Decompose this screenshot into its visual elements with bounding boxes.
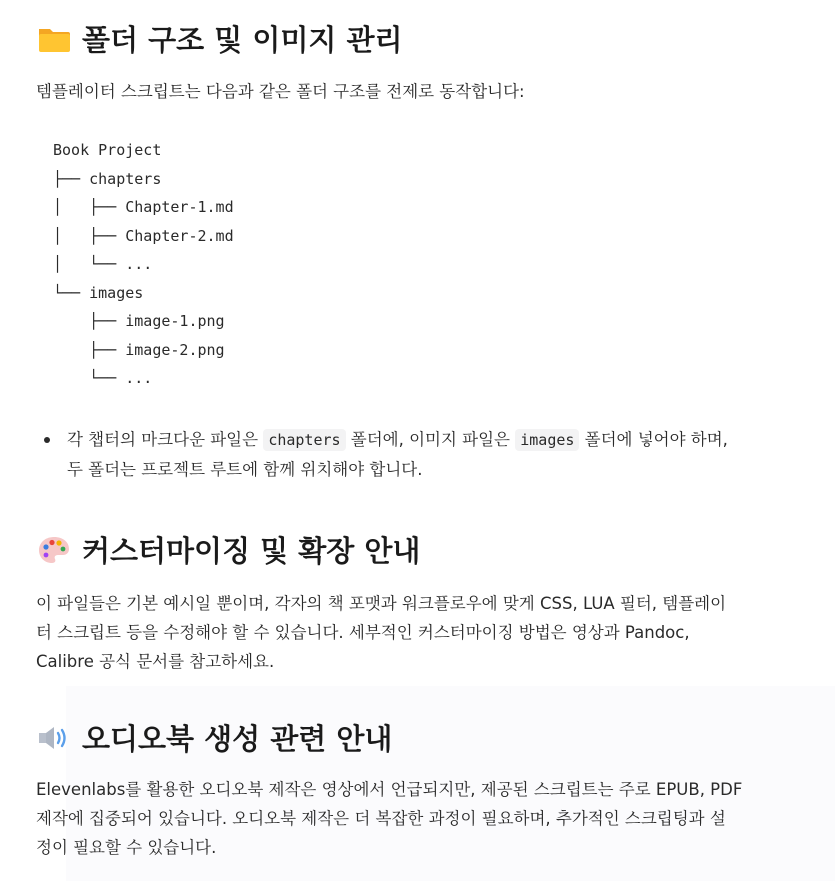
- tree-line: │ └── ...: [53, 255, 153, 273]
- section-title-audio: 오디오북 생성 관련 안내: [82, 722, 393, 756]
- tree-line: │ ├── Chapter-2.md: [53, 226, 234, 245]
- tree-line: └── images: [53, 283, 144, 302]
- folder-bullet-list: [36, 425, 796, 484]
- palette-icon: [36, 534, 72, 566]
- tree-line: ├── chapters: [53, 169, 162, 188]
- section-heading-custom: [36, 531, 420, 571]
- list-item: 각 챕터의 마크다운 파일은 chapters 폴더에, 이미지 파일은 images 폴더에 넣어야 하며, 두 폴더는 프로젝트 루트에 함께 위치해야 합니다.: [36, 425, 796, 484]
- inline-code-images: images: [515, 429, 579, 451]
- tree-line: │ ├── Chapter-1.md: [53, 198, 234, 216]
- tree-line: Book Project: [53, 141, 162, 159]
- tree-line: └── ...: [53, 369, 153, 387]
- section-heading-folder: [36, 20, 403, 60]
- section-heading-audio: [36, 719, 392, 759]
- folder-intro: 템플레이터 스크립트는 다음과 같은 폴더 구조를 전제로 동작합니다:: [36, 82, 525, 101]
- speaker-icon: [36, 722, 72, 754]
- folder-icon: [36, 23, 72, 55]
- folder-tree: [53, 136, 234, 393]
- tree-line: ├── image-2.png: [53, 340, 225, 359]
- bullet-dot: [44, 437, 50, 443]
- inline-code-chapters: chapters: [263, 429, 345, 451]
- tree-line: ├── image-1.png: [53, 312, 225, 330]
- section-title-folder: 폴더 구조 및 이미지 관리: [82, 23, 403, 57]
- section-title-custom: 커스터마이징 및 확장 안내: [82, 534, 421, 568]
- audio-paragraph: Elevenlabs를 활용한 오디오북 제작은 영상에서 언급되지만, 제공된 스크립트는 주로 EPUB, PDF 제작에 집중되어 있습니다. 오디오북 제작은 더 복잡한 과정이 필요하며, 추가적인 스크립팅과 설 정이 필요할 수 있습니다.: [36, 780, 743, 857]
- custom-paragraph: 이 파일들은 기본 예시일 뿐이며, 각자의 책 포맷과 워크플로우에 맞게 CSS, LUA 필터, 템플레이 터 스크립트 등을 수정해야 할 수 있습니다. 세부적인 커스터마이징 방법은 영상과 Pandoc, Calibre 공식 문서를 참고하세요.: [36, 594, 727, 671]
